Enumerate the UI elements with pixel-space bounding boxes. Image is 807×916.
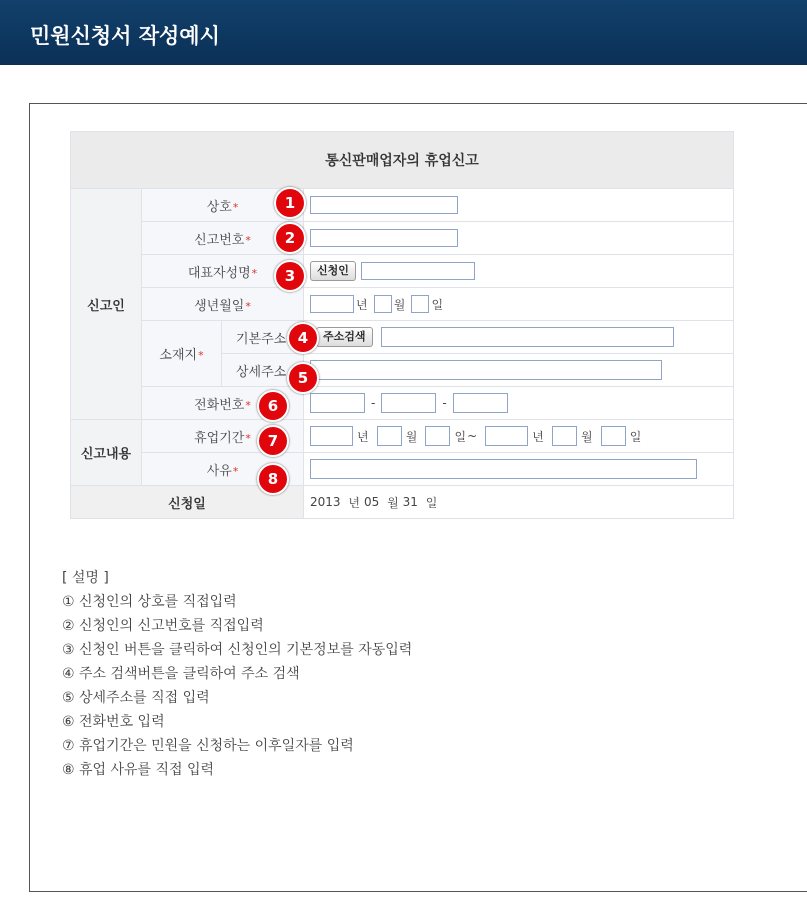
start-month-input[interactable] [377,426,402,446]
birth-day-input[interactable] [411,295,429,313]
description-title: [ 설명 ] [62,570,109,586]
step-5-badge: 5 [287,362,319,394]
end-day-input[interactable] [601,426,626,446]
description-item: ⑤ 상세주소를 직접 입력 [62,690,210,706]
description-item: ③ 신청인 버튼을 클릭하여 신청인의 기본정보를 자동입력 [62,642,413,658]
step-4-badge: 4 [287,322,319,354]
trade-name-input[interactable] [310,196,458,214]
step-8-badge: 8 [257,463,289,495]
step-3-badge: 3 [274,260,306,292]
representative-label: 대표자성명* [142,255,304,288]
representative-input[interactable] [361,262,475,280]
birth-date-label: 생년월일* [142,288,304,321]
applicant-button[interactable]: 신청인 [310,261,356,281]
closure-period-label: 휴업기간* [142,420,304,453]
basic-address-input[interactable] [381,327,674,347]
phone-part3-input[interactable] [453,393,508,413]
description-item: ② 신청인의 신고번호를 직접입력 [62,618,264,634]
page-title: 민원신청서 작성예시 [30,24,220,48]
address-search-button[interactable]: 주소검색 [316,327,373,347]
trade-name-label: 상호* [142,189,304,222]
report-number-label: 신고번호* [142,222,304,255]
group-reporter-label: 신고인 [71,189,142,420]
detail-address-label: 상세주소 [222,354,304,387]
description-item: ⑥ 전화번호 입력 [62,714,165,730]
step-2-badge: 2 [274,222,306,254]
step-7-badge: 7 [257,425,289,457]
application-date-value: 2013 년 05 월 31 일 [304,486,734,519]
birth-year-input[interactable] [310,295,354,313]
group-content-label: 신고내용 [71,420,142,486]
start-day-input[interactable] [425,426,450,446]
description-panel [62,566,412,782]
reason-input[interactable] [310,459,697,479]
page-header [0,0,807,65]
basic-address-label: 기본주소 [222,321,304,354]
reason-label: 사유* [142,453,304,486]
end-month-input[interactable] [552,426,577,446]
description-item: ① 신청인의 상호를 직접입력 [62,594,237,610]
description-item: ⑧ 휴업 사유를 직접 입력 [62,762,215,778]
description-item: ④ 주소 검색버튼을 클릭하여 주소 검색 [62,666,300,682]
form-caption: 통신판매업자의 휴업신고 [71,132,734,189]
step-1-badge: 1 [274,187,306,219]
start-year-input[interactable] [310,426,353,446]
end-year-input[interactable] [485,426,528,446]
location-label: 소재지* [142,321,222,387]
description-item: ⑦ 휴업기간은 민원을 신청하는 이후일자를 입력 [62,738,354,754]
application-date-label: 신청일 [71,486,304,519]
phone-part1-input[interactable] [310,393,365,413]
birth-month-input[interactable] [374,295,392,313]
phone-part2-input[interactable] [381,393,436,413]
phone-label: 전화번호* [142,387,304,420]
closure-report-form: 통신판매업자의 휴업신고 신고인 상호* 신고번호* 대표자성명* 신청인 생년월일* 년 월 일 소재지* 기본주소 주소검색 상세주소 전화번호* - - 신고내용 휴업기간* 년 월 일~ 년 월 일 사유* 신청일 2013 년 05 월 31 일 [70,131,733,522]
detail-address-input[interactable] [310,360,662,380]
report-number-input[interactable] [310,229,458,247]
step-6-badge: 6 [257,390,289,422]
